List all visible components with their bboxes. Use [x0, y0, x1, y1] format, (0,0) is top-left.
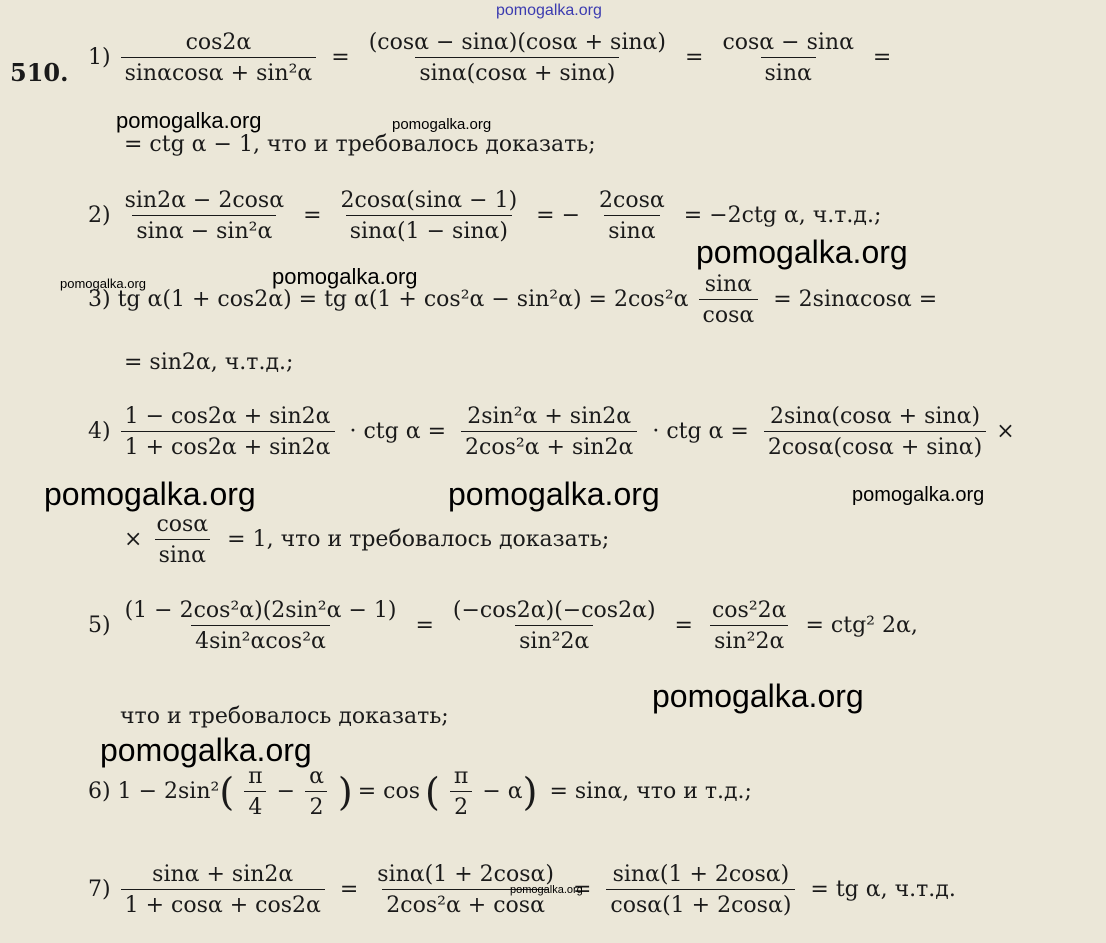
watermark: pomogalka.org [448, 476, 660, 512]
watermark: pomogalka.org [44, 476, 256, 512]
fraction: $\frac{\pi}{2}$ [450, 764, 472, 820]
fraction: $\frac{\sin\alpha + \sin 2\alpha}{1 + \cos\alpha + \cos 2\alpha}$ [121, 862, 325, 918]
item-3-conclusion: = sin2α, ч.т.д.; [124, 350, 294, 375]
fraction: $\frac{(\cos\alpha - \sin\alpha)(\cos\alpha + \sin\alpha)}{\sin\alpha(\cos\alpha + \sin\alpha)}$ [368, 30, 666, 86]
solution-item-7: 7) $\frac{\sin\alpha + \sin 2\alpha}{1 + \cos\alpha + \cos 2\alpha}$ = $\frac{\sin\alpha(1 + 2\cos\alpha)}{\text{2cos²α + cosα}}$ = $\frac{\sin\alpha(1 + 2\cos\alpha)}{\cos\alpha(1 + 2\cos\alpha)}$ = tg α, ч.т.д. [88, 862, 956, 918]
fraction: $\frac{(-\cos 2\alpha)(-\cos 2\alpha)}{\text{sin²2α}}$ [452, 598, 656, 654]
fraction: $\frac{\cos\alpha}{\sin\alpha}$ [156, 512, 209, 568]
fraction: $\frac{\sin 2\alpha - 2\cos\alpha}{\text{sinα − sin²α}}$ [124, 188, 285, 244]
fraction: $\frac{1 - \cos 2\alpha + \sin 2\alpha}{1 + \cos 2\alpha + \sin 2\alpha}$ [121, 404, 335, 460]
item-label: 2) [88, 203, 111, 228]
fraction: $\frac{\pi}{4}$ [244, 764, 266, 820]
solution-item-4: 4) $\frac{1 - \cos 2\alpha + \sin 2\alpha}{1 + \cos 2\alpha + \sin 2\alpha}$ · ctg α = $\frac{\text{2sin²α + sin2α}}{\text{2cos²α + sin2α}}$ · ctg α = $\frac{2\sin\alpha(\cos\alpha + \sin\alpha)}{2\cos\alpha(\cos\alpha + \sin\alpha)}$ × [88, 404, 1015, 460]
fraction: $\frac{\text{2sin²α + sin2α}}{\text{2cos²α + sin2α}}$ [461, 404, 637, 460]
watermark: pomogalka.org [60, 276, 146, 291]
solution-item-6: 6) 1 − 2sin²( $\frac{\pi}{4}$ − $\frac{\alpha}{2}$ ) = cos ( $\frac{\pi}{2}$ − α) = sinα, что и т.д.; [88, 764, 752, 820]
fraction: $\frac{2\cos\alpha}{\sin\alpha}$ [599, 188, 665, 244]
item-5-conclusion: что и требовалось доказать; [120, 704, 449, 729]
fraction: $\frac{\alpha}{2}$ [305, 764, 328, 820]
fraction: $\frac{\cos\alpha - \sin\alpha}{\sin\alpha}$ [722, 30, 854, 86]
fraction: $\frac{2\sin\alpha(\cos\alpha + \sin\alpha)}{2\cos\alpha(\cos\alpha + \sin\alpha)}$ [764, 404, 986, 460]
solution-item-2: 2) $\frac{\sin 2\alpha - 2\cos\alpha}{\text{sinα − sin²α}}$ = $\frac{2\cos\alpha(\sin\alpha - 1)}{\sin\alpha(1 - \sin\alpha)}$ = − $\frac{2\cos\alpha}{\sin\alpha}$ = −2ctg α, ч.т.д.; [88, 188, 882, 244]
solution-item-3: 3) tg α(1 + cos2α) = tg α(1 + cos²α − sin²α) = 2cos²α $\frac{\sin\alpha}{\cos\alpha}$ = 2sinαcosα = [88, 272, 938, 328]
item-label: 7) [88, 877, 111, 902]
item-label: 5) [88, 613, 111, 638]
watermark: pomogalka.org [272, 264, 418, 289]
header-watermark: pomogalka.org [496, 2, 602, 19]
item-label: 6) [88, 779, 111, 804]
fraction: $\frac{\cos 2\alpha}{\text{sinαcosα + sin²α}}$ [121, 30, 317, 86]
problem-number: 510. [10, 58, 69, 87]
solution-item-5: 5) $\frac{\text{(1 − 2cos²α)(2sin²α − 1)}}{\text{4sin²αcos²α}}$ = $\frac{(-\cos 2\alpha)(-\cos 2\alpha)}{\text{sin²2α}}$ = $\frac{\text{cos²2α}}{\text{sin²2α}}$ = ctg² 2α, [88, 598, 918, 654]
watermark: pomogalka.org [852, 484, 985, 506]
fraction: $\frac{\sin\alpha}{\cos\alpha}$ [699, 272, 759, 328]
watermark: pomogalka.org [392, 116, 492, 133]
fraction: $\frac{\sin\alpha(1 + 2\cos\alpha)}{\text{2cos²α + cosα}}$ [377, 862, 554, 918]
watermark: pomogalka.org [696, 234, 908, 270]
item-4-continuation: × $\frac{\cos\alpha}{\sin\alpha}$ = 1, что и требовалось доказать; [124, 512, 610, 568]
fraction: $\frac{2\cos\alpha(\sin\alpha - 1)}{\sin\alpha(1 - \sin\alpha)}$ [340, 188, 518, 244]
fraction: $\frac{\text{(1 − 2cos²α)(2sin²α − 1)}}{\text{4sin²αcos²α}}$ [124, 598, 397, 654]
item-label: 4) [88, 419, 111, 444]
watermark: pomogalka.org [100, 732, 312, 768]
watermark: pomogalka.org [510, 884, 583, 896]
fraction: $\frac{\text{cos²2α}}{\text{sin²2α}}$ [711, 598, 787, 654]
item-1-conclusion: = ctg α − 1, что и требовалось доказать; [124, 132, 596, 157]
watermark: pomogalka.org [116, 108, 262, 133]
item-label: 3) [88, 287, 111, 312]
item-label: 1) [88, 45, 111, 70]
watermark: pomogalka.org [652, 678, 864, 714]
fraction: $\frac{\sin\alpha(1 + 2\cos\alpha)}{\cos\alpha(1 + 2\cos\alpha)}$ [606, 862, 795, 918]
solution-item-1: 1) $\frac{\cos 2\alpha}{\text{sinαcosα + sin²α}}$ = $\frac{(\cos\alpha - \sin\alpha)(\cos\alpha + \sin\alpha)}{\sin\alpha(\cos\alpha + \sin\alpha)}$ = $\frac{\cos\alpha - \sin\alpha}{\sin\alpha}$ = [88, 30, 892, 86]
